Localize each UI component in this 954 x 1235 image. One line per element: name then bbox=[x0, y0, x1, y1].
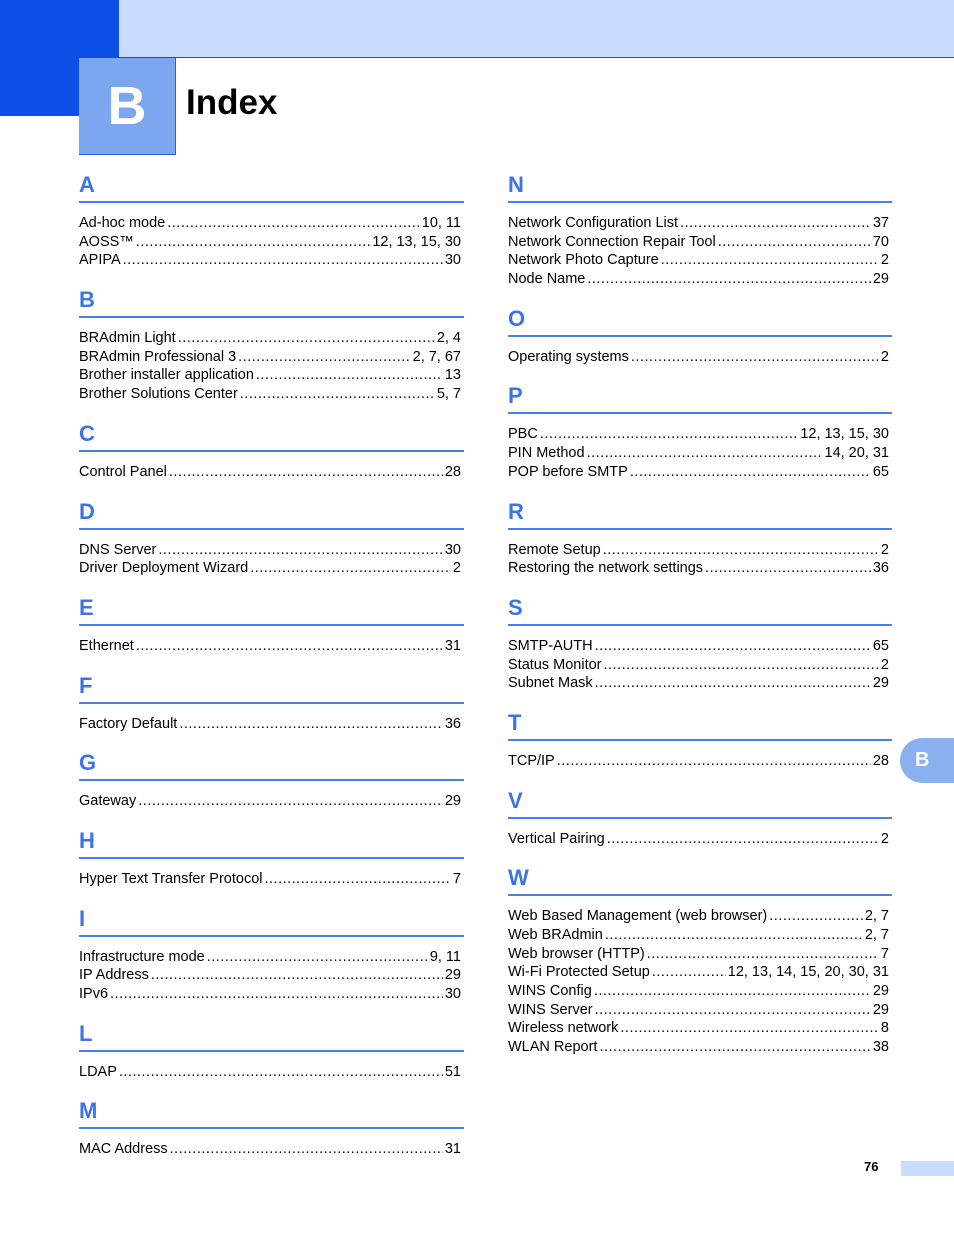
entry-pages: 10, 11 bbox=[421, 215, 461, 231]
index-section bbox=[79, 669, 464, 747]
index-entry bbox=[79, 985, 464, 1004]
index-entry bbox=[508, 963, 892, 982]
entry-term: TCP/IP bbox=[508, 752, 555, 769]
entry-term: Network Configuration List bbox=[508, 215, 679, 231]
index-entry bbox=[79, 792, 464, 811]
entry-pages: 38 bbox=[872, 1039, 889, 1056]
index-section bbox=[79, 1094, 464, 1172]
entry-pages: 37 bbox=[872, 215, 889, 231]
entry-term: Brother Solutions Center bbox=[79, 386, 238, 403]
dot-leader bbox=[587, 270, 870, 289]
index-entry bbox=[79, 214, 464, 233]
index-entry bbox=[79, 715, 464, 734]
entry-pages: 2, 4 bbox=[436, 330, 461, 347]
entry-pages: 2 bbox=[880, 348, 889, 365]
index-entry bbox=[79, 1140, 464, 1159]
entry-list bbox=[79, 781, 464, 824]
entry-term: Brother installer application bbox=[79, 367, 254, 384]
entry-term: Factory Default bbox=[79, 715, 178, 732]
dot-leader bbox=[167, 214, 420, 233]
index-entry bbox=[508, 907, 892, 926]
index-entry bbox=[508, 233, 892, 252]
index-section bbox=[508, 379, 892, 494]
dot-leader bbox=[705, 559, 871, 578]
entry-pages: 2, 7 bbox=[864, 927, 889, 943]
entry-term: SMTP-AUTH bbox=[508, 637, 593, 654]
index-entry bbox=[79, 463, 464, 482]
entry-term: WINS Config bbox=[508, 983, 592, 1000]
entry-term: AOSS™ bbox=[79, 233, 134, 250]
section-letter: W bbox=[508, 861, 892, 896]
entry-term: Vertical Pairing bbox=[508, 830, 605, 847]
entry-pages: 29 bbox=[872, 675, 889, 692]
index-entry bbox=[508, 1019, 892, 1038]
dot-leader bbox=[595, 674, 871, 693]
entry-pages: 2, 7 bbox=[864, 908, 889, 925]
entry-pages: 2 bbox=[880, 830, 889, 847]
entry-term: BRAdmin Light bbox=[79, 330, 176, 347]
entry-pages: 65 bbox=[872, 637, 889, 654]
index-entry bbox=[508, 656, 892, 675]
index-section bbox=[79, 168, 464, 283]
index-section bbox=[508, 706, 892, 784]
entry-term: IP Address bbox=[79, 967, 149, 984]
header-band bbox=[0, 0, 954, 58]
index-section bbox=[508, 784, 892, 862]
dot-leader bbox=[136, 233, 371, 252]
entry-list bbox=[508, 626, 892, 706]
section-letter: P bbox=[508, 379, 892, 414]
section-letter: D bbox=[79, 495, 464, 530]
index-entry bbox=[508, 425, 892, 444]
section-letter: R bbox=[508, 495, 892, 530]
dot-leader bbox=[599, 1038, 870, 1057]
section-letter: B bbox=[79, 283, 464, 318]
entry-term: WINS Server bbox=[508, 1001, 593, 1018]
index-entry bbox=[508, 830, 892, 849]
dot-leader bbox=[607, 830, 879, 849]
entry-pages: 12, 13, 15, 30 bbox=[800, 426, 889, 443]
entry-pages: 5, 7 bbox=[436, 386, 461, 403]
dot-leader bbox=[119, 1063, 443, 1082]
dot-leader bbox=[256, 366, 443, 385]
entry-list bbox=[508, 203, 892, 302]
page-number-bar bbox=[901, 1161, 954, 1176]
entry-term: POP before SMTP bbox=[508, 463, 628, 480]
chapter-letter-box bbox=[79, 58, 176, 155]
entry-pages: 70 bbox=[872, 233, 889, 250]
entry-term: Node Name bbox=[508, 271, 586, 288]
dot-leader bbox=[136, 637, 443, 656]
dot-leader bbox=[151, 966, 443, 985]
index-entry bbox=[79, 948, 464, 967]
dot-leader bbox=[769, 907, 863, 926]
entry-list bbox=[79, 626, 464, 669]
index-section bbox=[79, 417, 464, 495]
index-section bbox=[508, 302, 892, 380]
entry-pages: 29 bbox=[872, 271, 889, 288]
entry-term: APIPA bbox=[79, 252, 121, 269]
index-entry bbox=[508, 674, 892, 693]
chapter-side-tab: B bbox=[900, 738, 954, 783]
dot-leader bbox=[207, 948, 428, 967]
dot-leader bbox=[557, 752, 871, 771]
index-section bbox=[79, 1017, 464, 1095]
index-entry bbox=[508, 270, 892, 289]
section-letter: E bbox=[79, 591, 464, 626]
index-entry bbox=[79, 251, 464, 270]
index-entry bbox=[508, 1001, 892, 1020]
entry-list bbox=[508, 741, 892, 784]
entry-pages: 13 bbox=[444, 367, 461, 384]
dot-leader bbox=[178, 329, 435, 348]
entry-term: Network Photo Capture bbox=[508, 252, 659, 269]
entry-term: Web Based Management (web browser) bbox=[508, 908, 768, 925]
index-entry bbox=[508, 541, 892, 560]
index-entry bbox=[79, 559, 464, 578]
entry-pages: 7 bbox=[880, 945, 889, 962]
dot-leader bbox=[123, 251, 443, 270]
section-letter: C bbox=[79, 417, 464, 452]
index-entry bbox=[508, 444, 892, 463]
dot-leader bbox=[661, 251, 879, 270]
entry-term: Driver Deployment Wizard bbox=[79, 560, 249, 577]
entry-term: DNS Server bbox=[79, 541, 157, 558]
entry-term: Ethernet bbox=[79, 637, 134, 654]
index-entry bbox=[508, 251, 892, 270]
index-entry bbox=[79, 541, 464, 560]
dot-leader bbox=[603, 541, 879, 560]
entry-term: WLAN Report bbox=[508, 1039, 598, 1056]
entry-list bbox=[79, 318, 464, 417]
dot-leader bbox=[652, 963, 726, 982]
entry-list bbox=[508, 530, 892, 591]
entry-term: Ad-hoc mode bbox=[79, 215, 166, 231]
entry-list bbox=[508, 819, 892, 862]
index-entry bbox=[508, 559, 892, 578]
index-section bbox=[79, 824, 464, 902]
entry-pages: 28 bbox=[444, 463, 461, 480]
chapter-letter: B bbox=[107, 76, 147, 136]
index-entry bbox=[508, 348, 892, 367]
index-entry bbox=[508, 214, 892, 233]
entry-term: LDAP bbox=[79, 1063, 117, 1080]
entry-term: Remote Setup bbox=[508, 541, 601, 558]
entry-list bbox=[508, 337, 892, 380]
dot-leader bbox=[605, 926, 863, 945]
dot-leader bbox=[170, 1140, 443, 1159]
dot-leader bbox=[138, 792, 443, 811]
header-rule bbox=[119, 57, 954, 58]
index-entry bbox=[508, 463, 892, 482]
section-letter: A bbox=[79, 168, 464, 203]
dot-leader bbox=[179, 715, 443, 734]
index-entry bbox=[508, 945, 892, 964]
section-letter: S bbox=[508, 591, 892, 626]
dot-leader bbox=[631, 348, 879, 367]
dot-leader bbox=[595, 637, 871, 656]
entry-list bbox=[79, 452, 464, 495]
dot-leader bbox=[250, 559, 451, 578]
index-entry bbox=[508, 637, 892, 656]
dot-leader bbox=[158, 541, 443, 560]
index-entry bbox=[508, 752, 892, 771]
entry-pages: 2 bbox=[880, 656, 889, 673]
entry-pages: 2 bbox=[880, 252, 889, 269]
entry-list bbox=[508, 896, 892, 1070]
entry-pages: 2, 7, 67 bbox=[412, 348, 461, 365]
entry-pages: 31 bbox=[444, 1141, 461, 1158]
entry-list bbox=[79, 859, 464, 902]
section-letter: H bbox=[79, 824, 464, 859]
section-letter: L bbox=[79, 1017, 464, 1052]
entry-list bbox=[79, 704, 464, 747]
index-entry bbox=[79, 329, 464, 348]
index-section bbox=[508, 168, 892, 302]
dot-leader bbox=[595, 1001, 871, 1020]
entry-pages: 8 bbox=[880, 1020, 889, 1037]
index-entry bbox=[79, 637, 464, 656]
entry-pages: 28 bbox=[872, 752, 889, 769]
dot-leader bbox=[647, 945, 879, 964]
entry-pages: 2 bbox=[452, 560, 461, 577]
index-section bbox=[508, 861, 892, 1070]
entry-pages: 29 bbox=[444, 793, 461, 810]
entry-list bbox=[79, 1052, 464, 1095]
entry-term: Infrastructure mode bbox=[79, 948, 205, 965]
entry-term: Wi-Fi Protected Setup bbox=[508, 964, 650, 981]
entry-pages: 14, 20, 31 bbox=[824, 445, 889, 462]
entry-pages: 51 bbox=[444, 1063, 461, 1080]
entry-pages: 7 bbox=[452, 870, 461, 887]
index-entry bbox=[79, 348, 464, 367]
entry-term: Control Panel bbox=[79, 463, 167, 480]
index-column-right bbox=[508, 168, 892, 1070]
entry-term: Subnet Mask bbox=[508, 675, 593, 692]
entry-pages: 2 bbox=[880, 541, 889, 558]
index-entry bbox=[79, 966, 464, 985]
dot-leader bbox=[604, 656, 879, 675]
entry-term: BRAdmin Professional 3 bbox=[79, 348, 237, 365]
index-column-left bbox=[79, 168, 464, 1172]
index-entry bbox=[79, 233, 464, 252]
index-section bbox=[508, 495, 892, 591]
dot-leader bbox=[680, 214, 871, 233]
entry-term: Wireless network bbox=[508, 1020, 619, 1037]
entry-pages: 9, 11 bbox=[429, 948, 461, 965]
section-letter: O bbox=[508, 302, 892, 337]
entry-term: Status Monitor bbox=[508, 656, 602, 673]
entry-term: Operating systems bbox=[508, 348, 629, 365]
index-entry bbox=[79, 385, 464, 404]
index-entry bbox=[79, 870, 464, 889]
section-letter: N bbox=[508, 168, 892, 203]
index-section bbox=[79, 283, 464, 417]
entry-pages: 30 bbox=[444, 252, 461, 269]
entry-term: Network Connection Repair Tool bbox=[508, 233, 716, 250]
entry-list bbox=[79, 1129, 464, 1172]
dot-leader bbox=[169, 463, 443, 482]
index-section bbox=[79, 495, 464, 591]
entry-term: PBC bbox=[508, 426, 538, 443]
section-letter: T bbox=[508, 706, 892, 741]
index-entry bbox=[508, 982, 892, 1001]
index-entry bbox=[508, 926, 892, 945]
section-letter: F bbox=[79, 669, 464, 704]
index-section bbox=[508, 591, 892, 706]
entry-term: Web BRAdmin bbox=[508, 927, 603, 943]
entry-pages: 12, 13, 15, 30 bbox=[372, 233, 461, 250]
section-letter: M bbox=[79, 1094, 464, 1129]
index-section bbox=[79, 902, 464, 1017]
section-letter: V bbox=[508, 784, 892, 819]
entry-term: IPv6 bbox=[79, 986, 109, 1002]
entry-pages: 65 bbox=[872, 463, 889, 480]
entry-list bbox=[79, 203, 464, 283]
index-entry bbox=[508, 1038, 892, 1057]
dot-leader bbox=[264, 870, 450, 889]
entry-pages: 36 bbox=[872, 560, 889, 577]
entry-pages: 29 bbox=[872, 1001, 889, 1018]
entry-pages: 30 bbox=[444, 986, 461, 1002]
page-title: Index bbox=[186, 83, 278, 122]
dot-leader bbox=[238, 348, 410, 367]
section-letter: I bbox=[79, 902, 464, 937]
dot-leader bbox=[587, 444, 823, 463]
index-entry bbox=[79, 366, 464, 385]
dot-leader bbox=[540, 425, 798, 444]
entry-list bbox=[79, 937, 464, 1017]
entry-pages: 29 bbox=[872, 983, 889, 1000]
dot-leader bbox=[718, 233, 871, 252]
entry-term: PIN Method bbox=[508, 445, 585, 462]
index-section bbox=[79, 591, 464, 669]
entry-term: Hyper Text Transfer Protocol bbox=[79, 870, 263, 887]
entry-pages: 36 bbox=[444, 715, 461, 732]
dot-leader bbox=[594, 982, 871, 1001]
entry-list bbox=[508, 414, 892, 494]
index-section bbox=[79, 746, 464, 824]
entry-pages: 29 bbox=[444, 967, 461, 984]
entry-pages: 30 bbox=[444, 541, 461, 558]
dot-leader bbox=[110, 985, 443, 1004]
dot-leader bbox=[630, 463, 871, 482]
page-number: 76 bbox=[864, 1159, 879, 1174]
entry-term: Restoring the network settings bbox=[508, 560, 704, 577]
entry-pages: 12, 13, 14, 15, 20, 30, 31 bbox=[727, 964, 889, 981]
section-letter: G bbox=[79, 746, 464, 781]
entry-term: Web browser (HTTP) bbox=[508, 945, 645, 962]
entry-list bbox=[79, 530, 464, 591]
entry-term: MAC Address bbox=[79, 1141, 168, 1158]
dot-leader bbox=[620, 1019, 879, 1038]
entry-term: Gateway bbox=[79, 793, 137, 810]
index-entry bbox=[79, 1063, 464, 1082]
dot-leader bbox=[240, 385, 435, 404]
entry-pages: 31 bbox=[444, 637, 461, 654]
